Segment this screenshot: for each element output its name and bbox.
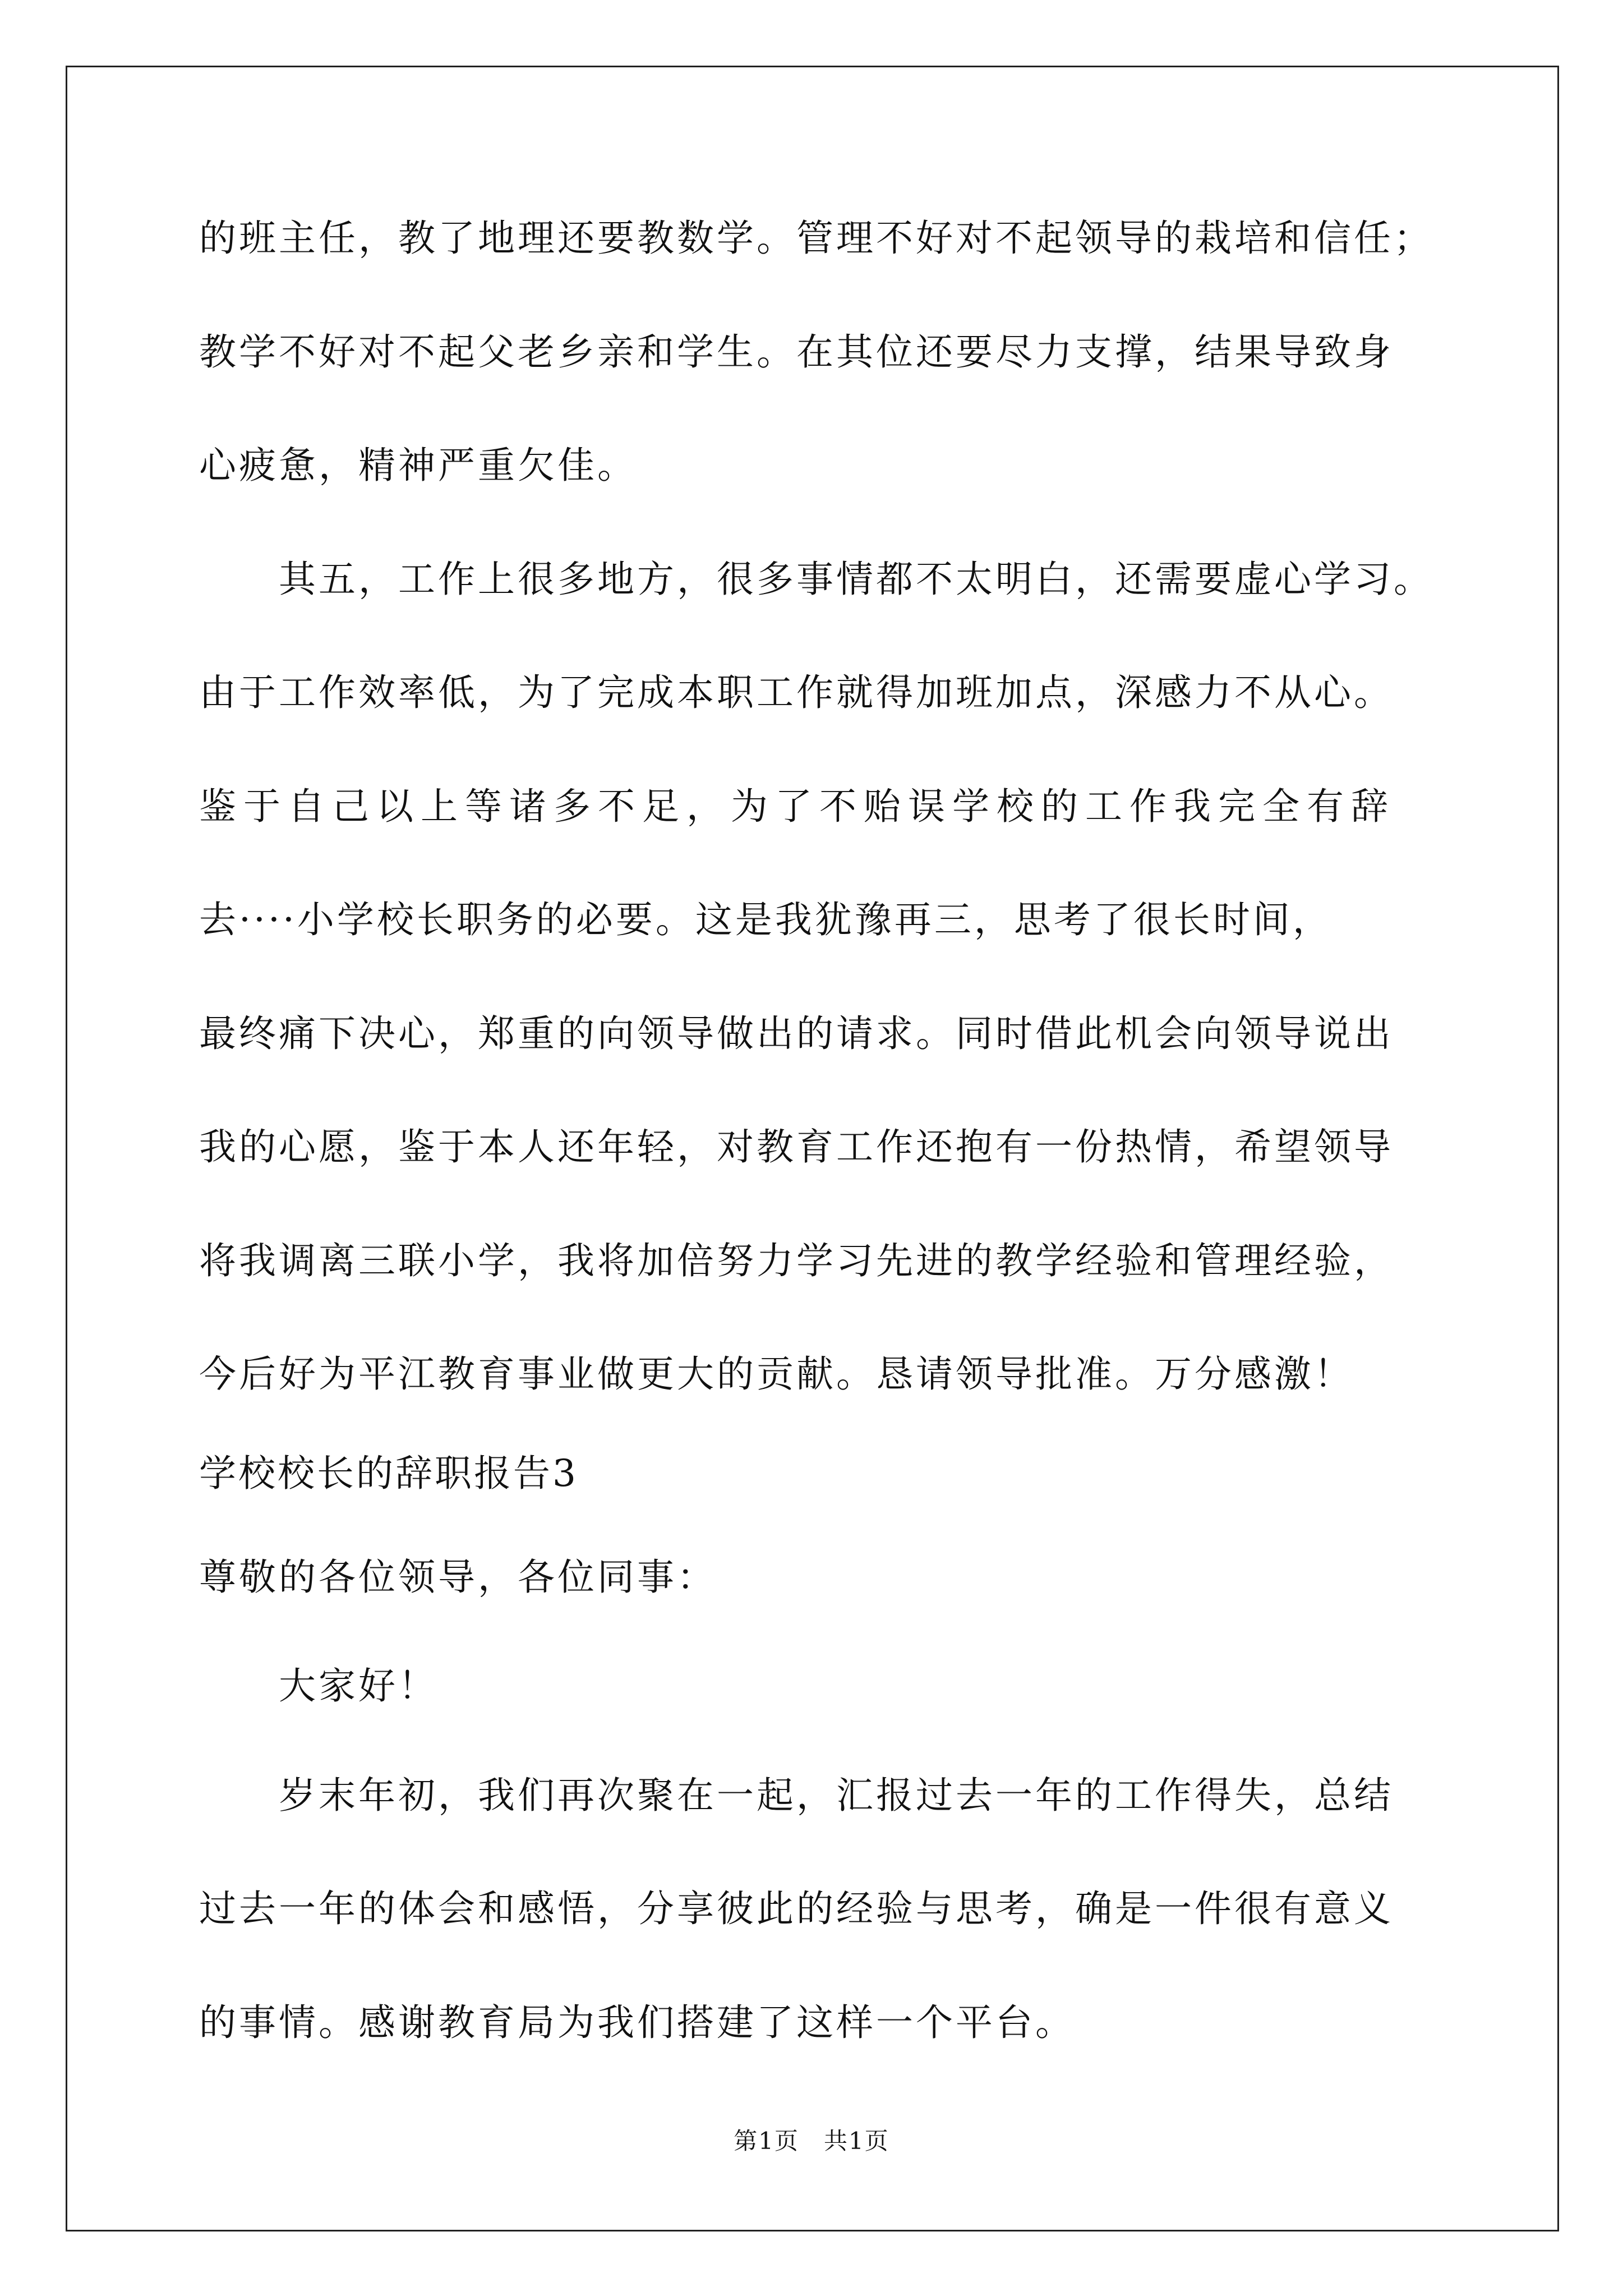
salutation: 尊敬的各位领导，各位同事： bbox=[199, 1556, 717, 1599]
body-text-line: 心疲惫，精神严重欠佳。 bbox=[199, 444, 637, 487]
paragraph-first-line: 其五，工作上很多地方，很多事情都不太明白，还需要虚心学习。 bbox=[279, 558, 1433, 601]
body-text-line: 将我调离三联小学，我将加倍努力学习先进的教学经验和管理经验， bbox=[199, 1239, 1394, 1282]
greeting: 大家好！ bbox=[279, 1664, 438, 1708]
section-heading: 学校校长的辞职报告3 bbox=[199, 1452, 578, 1495]
body-text-line: 由于工作效率低，为了完成本职工作就得加班加点，深感力不从心。 bbox=[199, 671, 1394, 714]
body-text-line: 鉴于自己以上等诸多不足，为了不贻误学校的工作我完全有辞 bbox=[199, 785, 1395, 828]
body-text-line: 今后好为平江教育事业做更大的贡献。恳请领导批准。万分感激！ bbox=[199, 1352, 1354, 1396]
body-text-line: 教学不好对不起父老乡亲和学生。在其位还要尽力支撑，结果导致身 bbox=[199, 330, 1394, 374]
paragraph-first-line: 岁末年初，我们再次聚在一起，汇报过去一年的工作得失，总结 bbox=[279, 1774, 1394, 1817]
body-text-line: 过去一年的体会和感悟，分享彼此的经验与思考，确是一件很有意义 bbox=[199, 1887, 1394, 1930]
body-text-line: 最终痛下决心，郑重的向领导做出的请求。同时借此机会向领导说出 bbox=[199, 1012, 1394, 1055]
body-text-line: 的班主任，教了地理还要教数学。管理不好对不起领导的栽培和信任； bbox=[199, 217, 1433, 260]
body-text-line: 去····小学校长职务的必要。这是我犹豫再三，思考了很长时间， bbox=[199, 898, 1332, 941]
body-text-line: 我的心愿，鉴于本人还年轻，对教育工作还抱有一份热情，希望领导 bbox=[199, 1125, 1394, 1168]
page-footer: 第1页 共1页 bbox=[734, 2127, 889, 2155]
body-text-line: 的事情。感谢教育局为我们搭建了这样一个平台。 bbox=[199, 2001, 1075, 2044]
